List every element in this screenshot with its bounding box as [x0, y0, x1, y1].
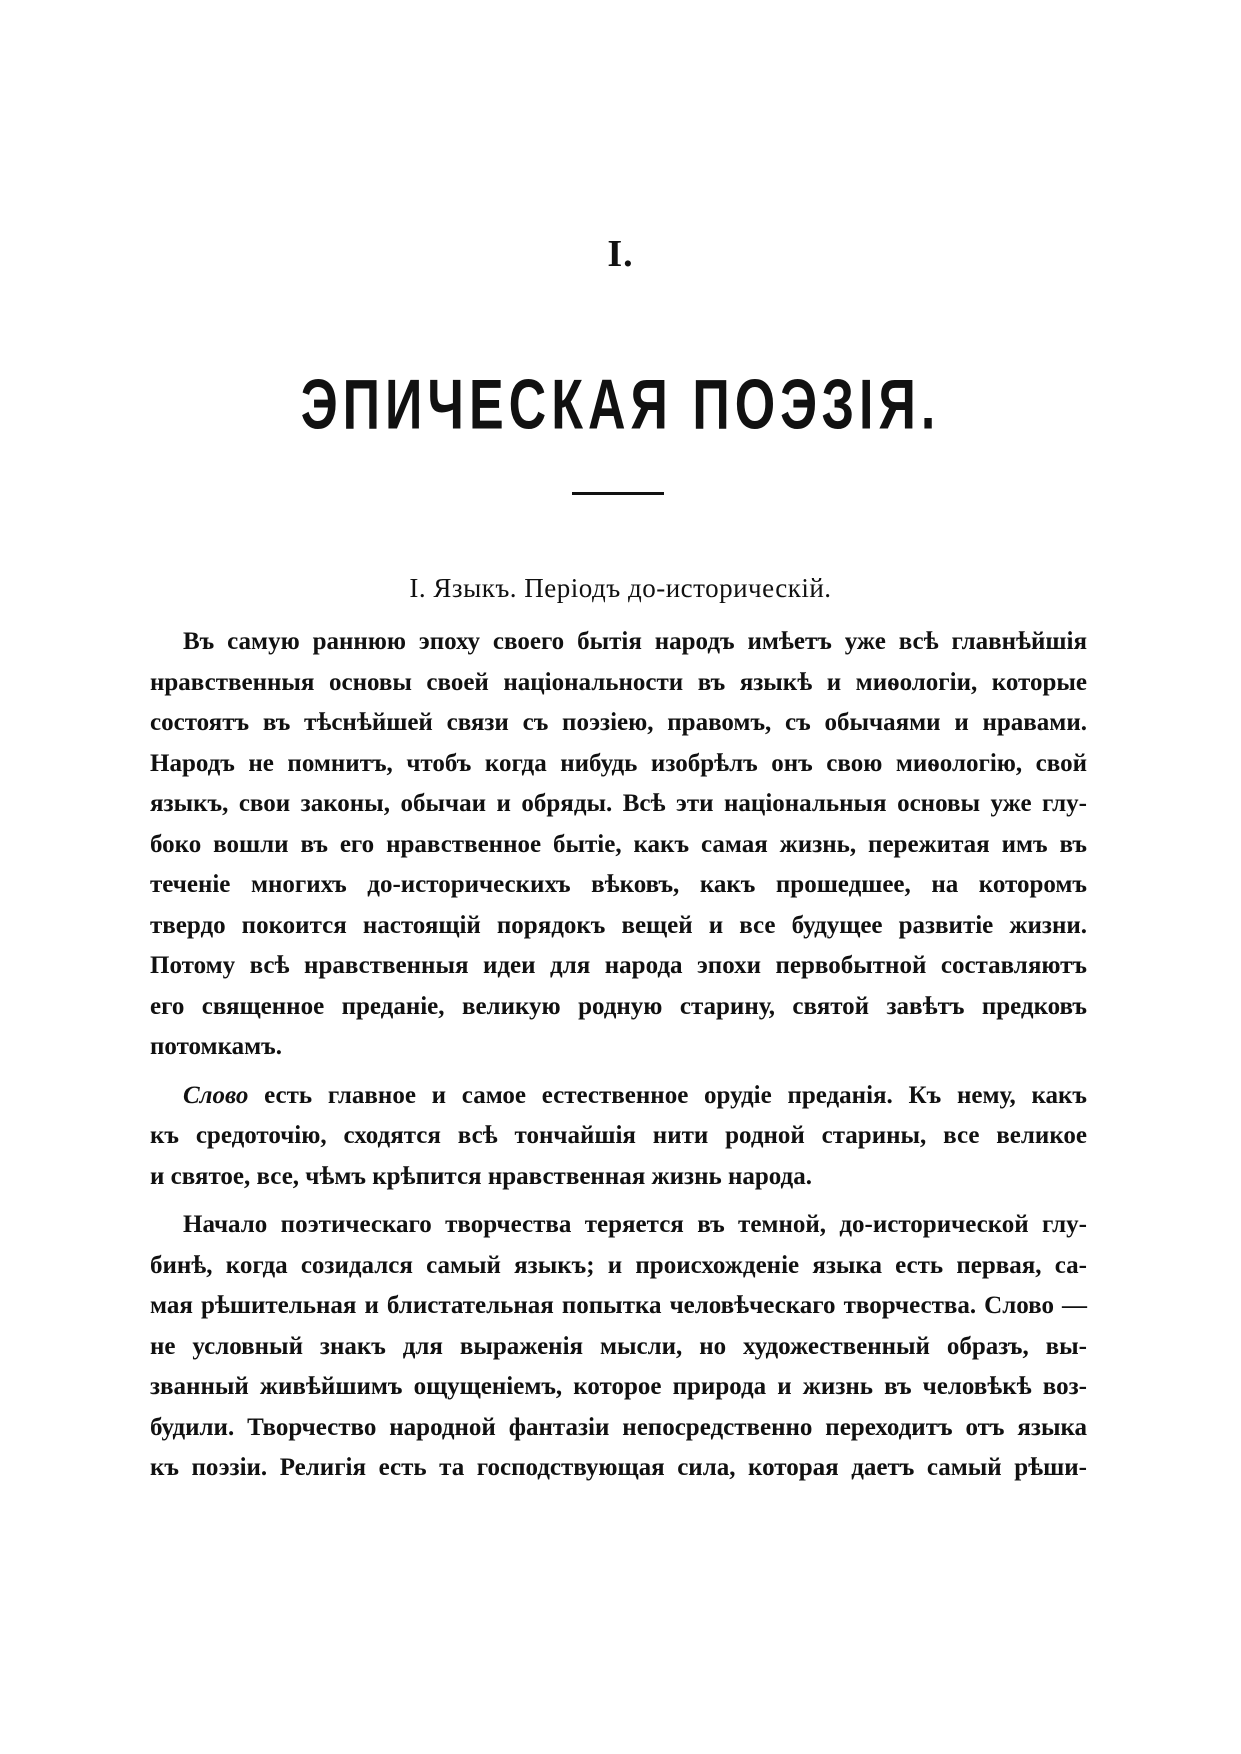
body-text: [150, 622, 1087, 1497]
text-line: къ поэзіи. Религія есть та господствующая сила, которая даетъ самый рѣши-: [150, 1454, 1087, 1481]
text-line: мая рѣшительная и блистательная попытка человѣческаго творчества. Слово —: [150, 1292, 1087, 1319]
text-line: Народъ не помнитъ, чтобъ когда нибудь изобрѣлъ онъ свою миѳологію, свой: [150, 749, 1087, 777]
text-line: нравственныя основы своей національности въ языкѣ и миѳологіи, которые: [150, 668, 1087, 696]
text-line: потомкамъ.: [150, 1033, 282, 1060]
text-line: Въ самую раннюю эпоху своего бытія народъ имѣетъ уже всѣ главнѣйшія: [183, 628, 1087, 655]
text-line: и святое, все, чѣмъ крѣпится нравственная жизнь народа.: [150, 1162, 812, 1190]
text-line: [150, 1076, 1087, 1117]
text-line: твердо покоится настоящій порядокъ вещей и все будущее развитіе жизни.: [150, 911, 1087, 939]
text-line: званный живѣйшимъ ощущеніемъ, которое природа и жизнь въ человѣкѣ воз-: [150, 1373, 1087, 1400]
emphasized-word: Слово: [183, 1081, 249, 1109]
text-line: бинѣ, когда созидался самый языкъ; и происхожденіе языка есть первая, са-: [150, 1251, 1087, 1279]
text-line: будили. Творчество народной фантазіи непосредственно переходитъ отъ языка: [150, 1413, 1087, 1441]
text-line: его священное преданіе, великую родную старину, святой завѣтъ предковъ: [150, 992, 1087, 1020]
text-line: Потому всѣ нравственныя идеи для народа эпохи первобытной составляютъ: [150, 952, 1087, 979]
paragraph-2: [150, 1076, 1087, 1198]
text-line: не условный знакъ для выраженія мысли, но художественный образъ, вы-: [150, 1332, 1087, 1360]
text-line: состоятъ въ тѣснѣйшей связи съ поэзіею, правомъ, съ обычаями и нравами.: [150, 709, 1087, 736]
text-fragment: есть главное и самое естественное орудіе преданія. Къ нему, какъ: [248, 1081, 1087, 1109]
chapter-title: ЭПИЧЕСКАЯ ПОЭЗІЯ.: [300, 366, 941, 445]
text-line: къ средоточію, сходятся всѣ тончайшія нити родной старины, все великое: [150, 1122, 1087, 1149]
text-line: языкъ, свои законы, обычаи и обряды. Всѣ эти національныя основы уже глу-: [150, 790, 1087, 817]
title-divider: [572, 492, 664, 495]
text-line: теченіе многихъ до-историческихъ вѣковъ, какъ прошедшее, на которомъ: [150, 871, 1087, 898]
text-line: боко вошли въ его нравственное бытіе, какъ самая жизнь, пережитая имъ въ: [150, 830, 1087, 858]
section-heading: I. Языкъ. Періодъ до-историческій.: [409, 573, 832, 603]
text-line: Начало поэтическаго творчества теряется въ темной, до-исторической глу-: [183, 1211, 1087, 1238]
chapter-number: I.: [607, 233, 634, 275]
paragraph-1: [150, 622, 1087, 1068]
paragraph-3: [150, 1205, 1087, 1489]
